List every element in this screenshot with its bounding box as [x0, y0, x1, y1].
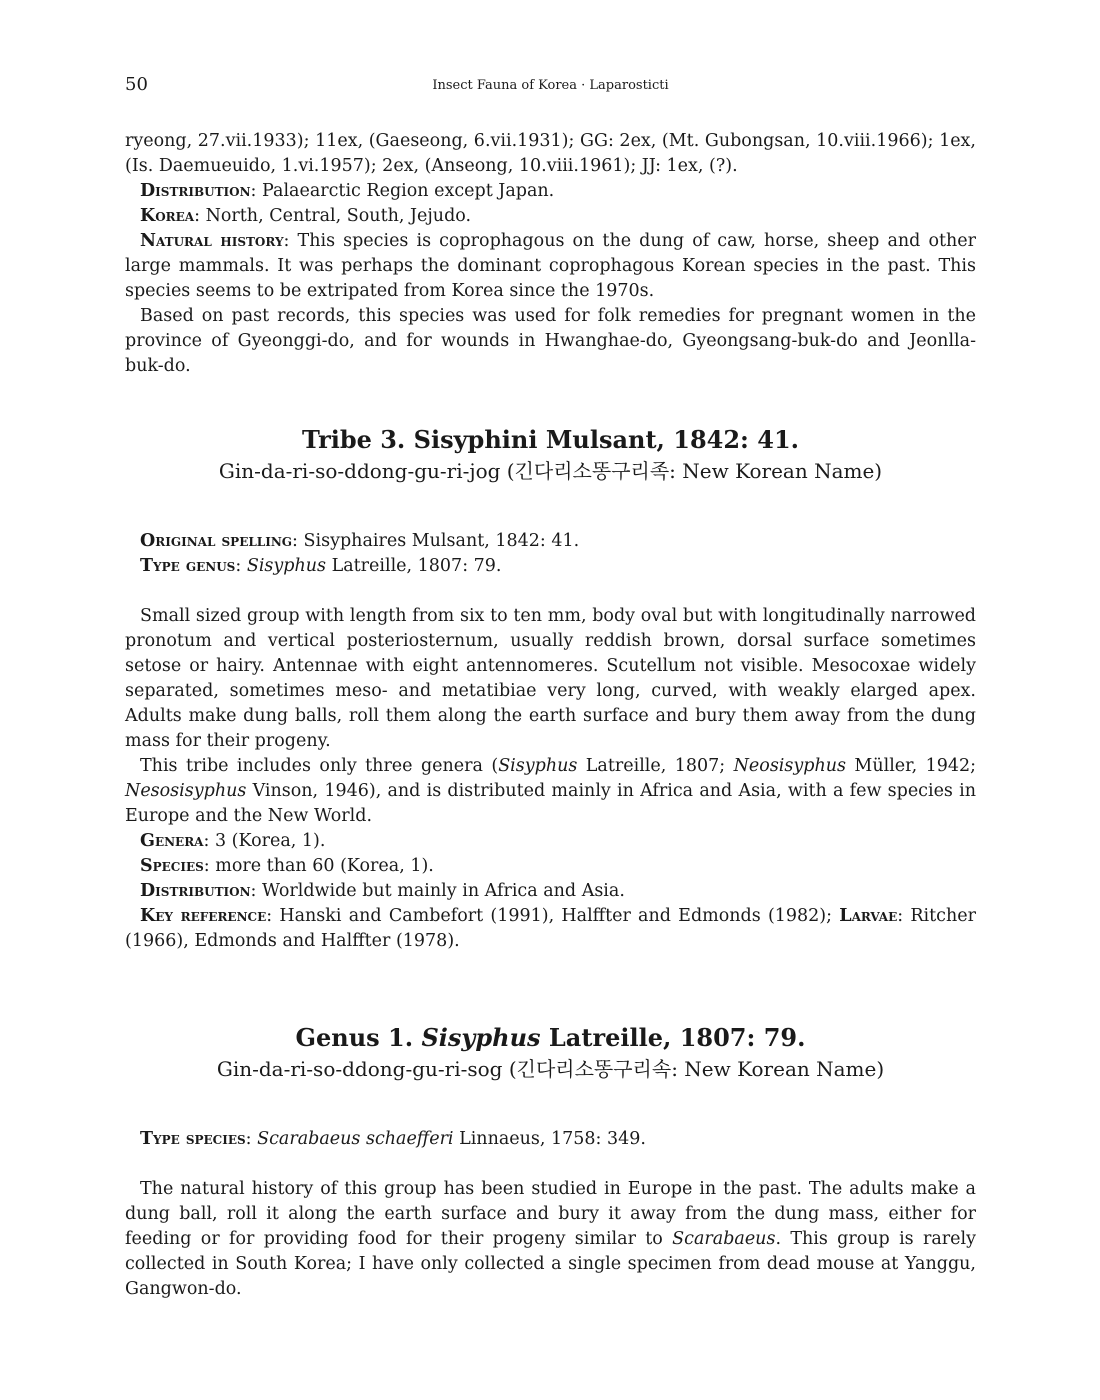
genus-nh-text-2: . This group is rarely collected in South Korea; I have only collected a single specimen from dead mouse at Yanggu, Gangwon-do.	[125, 1229, 976, 1299]
genus-name-sisyphus: Sisyphus	[498, 756, 578, 776]
tribe-summary-section	[125, 829, 976, 954]
type-genus-rest: Latreille, 1807: 79.	[326, 556, 502, 576]
tribe-distribution-text: Worldwide but mainly in Africa and Asia.	[262, 881, 625, 901]
natural-history-label: Natural history	[140, 231, 284, 251]
distribution-entry: Distribution: Palaearctic Region except Japan.	[140, 181, 555, 201]
tribe-distribution-entry: Distribution: Worldwide but mainly in Africa and Asia.	[140, 881, 625, 901]
genus-nh-scarabaeus: Scarabaeus	[672, 1229, 776, 1249]
genus-title-prefix: Genus 1.	[295, 1023, 422, 1052]
type-genus-label: Type genus	[140, 556, 236, 576]
larvae-label: Larvae	[839, 906, 898, 926]
original-spelling-label: Original spelling	[140, 531, 293, 551]
collection-records: ryeong, 27.vii.1933); 11ex, (Gaeseong, 6.vii.1931); GG: 2ex, (Mt. Gubongsan, 10.viii.1966); 1ex, (Is. Daemueuido, 1.vi.1957); 2ex, (Anseong, 10.viii.1961); JJ: 1ex, (?).	[125, 131, 976, 176]
korea-label: Korea	[140, 206, 195, 226]
folk-remedies-paragraph: Based on past records, this species was used for folk remedies for pregnant women in the province of Gyeonggi-do, and for wounds in Hwanghae-do, Gyeongsang-buk-do and Jeonlla-buk-do.	[125, 306, 976, 376]
genus-nh-text-1: The natural history of this group has been studied in Europe in the past. The adults make a dung ball, roll it along the earth surface and bury it away from the dung mass, either for feeding or for providing food for their progeny similar to	[125, 1179, 976, 1249]
distribution-text: Palaearctic Region except Japan.	[262, 181, 555, 201]
genera-text-3: Müller, 1942;	[845, 756, 977, 776]
running-title: Insect Fauna of Korea · Laparosticti	[432, 78, 669, 93]
type-species-name: Scarabaeus schaefferi	[257, 1129, 454, 1149]
genus-name-nesosisyphus: Nesosisyphus	[125, 781, 247, 801]
type-species-entry: Type species: Scarabaeus schaefferi Linnaeus, 1758: 349.	[140, 1129, 646, 1149]
larvae-text: Ritcher (1966), Edmonds and Halffter (1978).	[125, 906, 976, 951]
genus-heading	[125, 1022, 976, 1084]
original-spelling-text: Sisyphaires Mulsant, 1842: 41.	[303, 531, 580, 551]
genus-korean-name: Gin-da-ri-so-ddong-gu-ri-sog (긴다리소똥구리속: New Korean Name)	[216, 1057, 885, 1081]
tribe-description-section	[125, 604, 976, 829]
genera-entry: Genera: 3 (Korea, 1).	[140, 831, 326, 851]
genus-type-info	[125, 1127, 976, 1152]
tribe-heading	[125, 424, 976, 486]
genus-natural-history-section	[125, 1177, 976, 1302]
korea-entry: Korea: North, Central, South, Jejudo.	[140, 206, 472, 226]
type-genus-entry: Type genus: Sisyphus Latreille, 1807: 79.	[140, 556, 502, 576]
species-entry: Species: more than 60 (Korea, 1).	[140, 856, 434, 876]
page-number: 50	[125, 74, 148, 95]
genus-title	[125, 1022, 976, 1054]
type-species-rest: Linnaeus, 1758: 349.	[453, 1129, 646, 1149]
genera-count: 3 (Korea, 1).	[214, 831, 326, 851]
genera-label: Genera	[140, 831, 204, 851]
page-header	[125, 74, 976, 98]
genera-text-4: Vinson, 1946), and is distributed mainly in Africa and Asia, with a few species in Europe and the New World.	[125, 781, 976, 826]
genus-title-name: Sisyphus	[421, 1023, 541, 1052]
distribution-label: Distribution	[140, 181, 251, 201]
species-count: more than 60 (Korea, 1).	[215, 856, 434, 876]
genera-text-1: This tribe includes only three genera (	[140, 756, 499, 776]
tribe-type-info	[125, 529, 976, 579]
genus-title-suffix: Latreille, 1807: 79.	[540, 1023, 806, 1052]
species-label: Species	[140, 856, 204, 876]
natural-history-entry: Natural history: This species is coprophagous on the dung of caw, horse, sheep and other large mammals. It was perhaps the dominant coprophagous Korean species in the past. This species seems to be extripated from Korea since the 1970s.	[125, 231, 977, 301]
tribe-distribution-label: Distribution	[140, 881, 251, 901]
korea-text: North, Central, South, Jejudo.	[205, 206, 472, 226]
tribe-description: Small sized group with length from six to ten mm, body oval but with longitudinally narrowed pronotum and vertical posteriosternum, usually reddish brown, dorsal surface sometimes setose or hairy. Antennae with eight antennomeres. Scutellum not visible. Mesocoxae widely separated, sometimes meso- and metatibiae very long, curved, with weakly elarged apex. Adults make dung balls, roll them along the earth surface and bury them away from the dung mass for their progeny.	[125, 606, 976, 751]
genera-text-2: Latreille, 1807;	[577, 756, 734, 776]
key-reference-entry: Key reference: Hanski and Cambefort (1991), Halffter and Edmonds (1982); Larvae: Ritcher (1966), Edmonds and Halffter (1978).	[125, 906, 976, 951]
original-spelling-entry: Original spelling: Sisyphaires Mulsant, 1842: 41.	[140, 531, 580, 551]
type-species-label: Type species	[140, 1129, 246, 1149]
key-reference-text: Hanski and Cambefort (1991), Halffter and Edmonds (1982);	[279, 906, 833, 926]
tribe-title: Tribe 3. Sisyphini Mulsant, 1842: 41.	[301, 425, 800, 454]
species-records-section	[125, 129, 976, 379]
genus-natural-history	[125, 1177, 976, 1302]
tribe-korean-name: Gin-da-ri-so-ddong-gu-ri-jog (긴다리소똥구리족: New Korean Name)	[218, 459, 883, 483]
type-genus-name: Sisyphus	[246, 556, 327, 576]
genus-name-neosisyphus: Neosisyphus	[733, 756, 846, 776]
tribe-genera-paragraph	[125, 754, 976, 829]
natural-history-text: This species is coprophagous on the dung of caw, horse, sheep and other large mammals. It was perhaps the dominant coprophagous Korean species in the past. This species seems to be extripated from Korea since the 1970s.	[125, 231, 977, 301]
key-reference-label: Key reference	[140, 906, 267, 926]
